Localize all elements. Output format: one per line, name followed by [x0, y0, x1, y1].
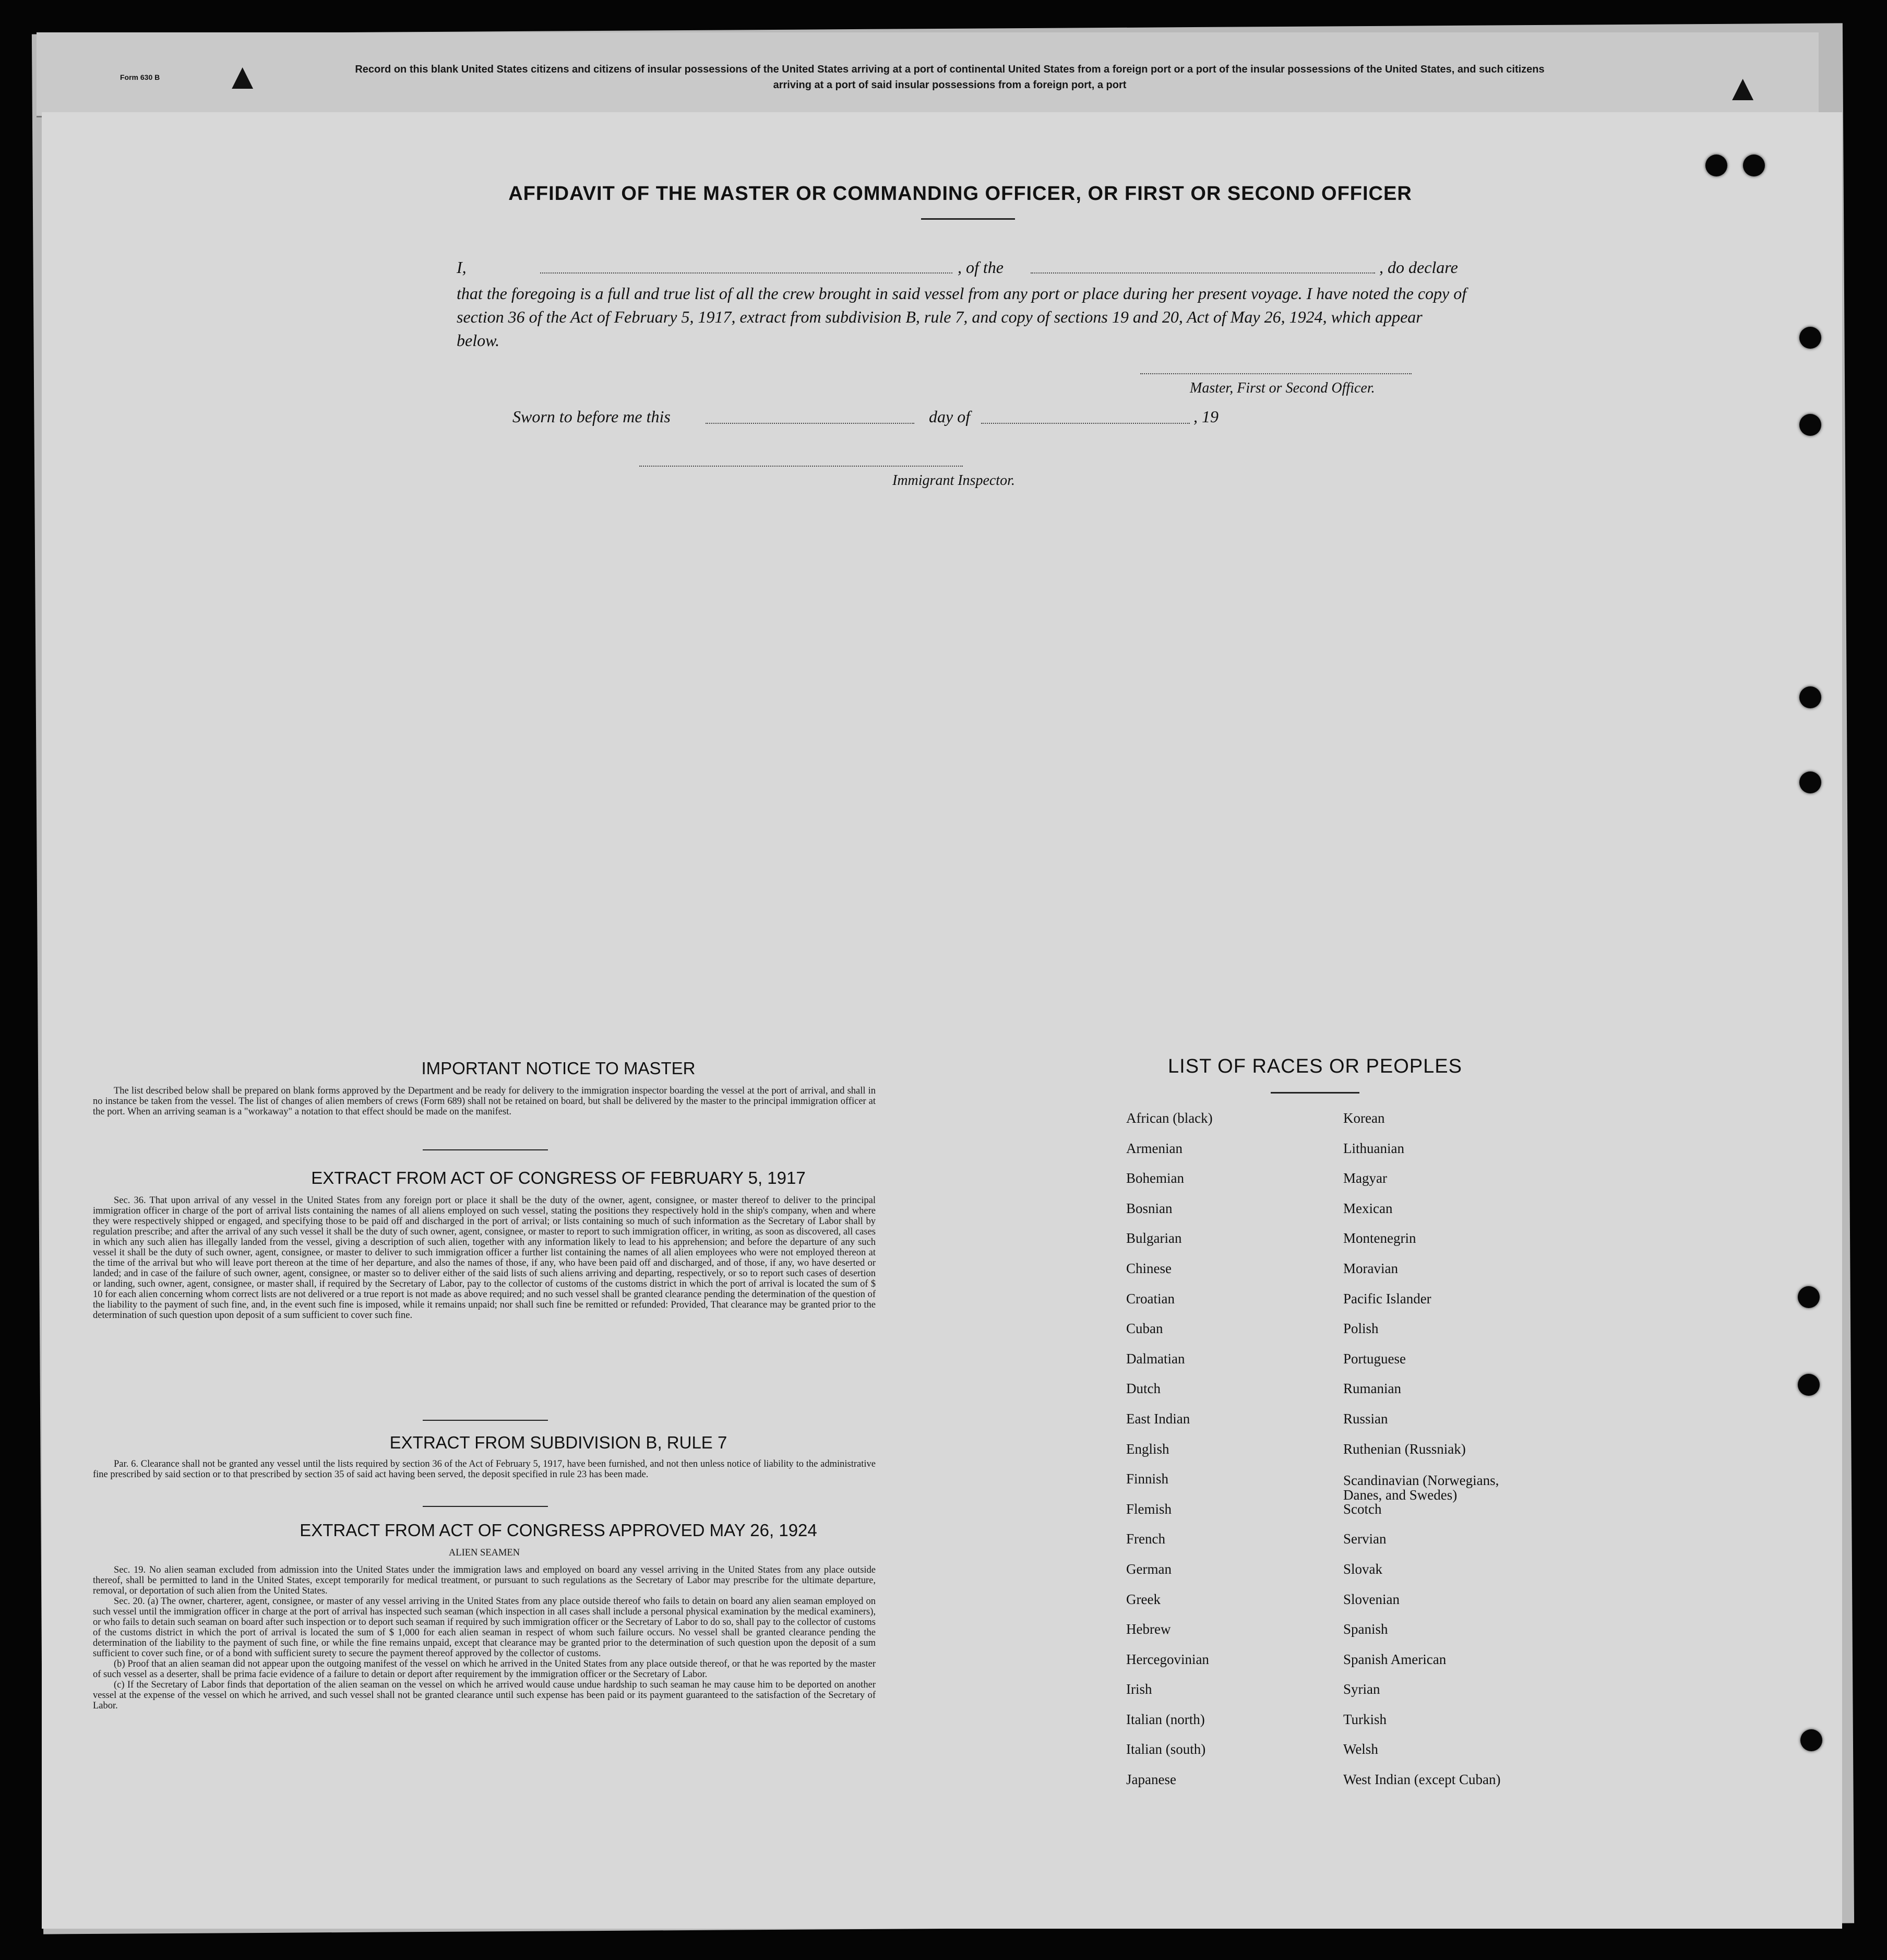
- race-item: Hebrew: [1126, 1621, 1171, 1637]
- punch-hole-icon: [1800, 1729, 1822, 1751]
- races-left-column: [1126, 1110, 1213, 1802]
- race-item: Slovenian: [1343, 1591, 1400, 1607]
- race-item: Croatian: [1126, 1290, 1175, 1306]
- punch-hole-icon: [1799, 771, 1821, 793]
- race-item: Chinese: [1126, 1260, 1172, 1276]
- race-item: Scotch: [1343, 1501, 1382, 1517]
- race-item: French: [1126, 1531, 1165, 1547]
- race-item: Finnish: [1126, 1471, 1169, 1487]
- race-item: Russian: [1343, 1410, 1388, 1427]
- race-item: Dutch: [1126, 1381, 1161, 1397]
- race-item: Slovak: [1343, 1561, 1383, 1577]
- race-item: Syrian: [1343, 1681, 1380, 1697]
- punch-hole-icon: [1798, 1374, 1820, 1396]
- affidavit-body: that the foregoing is a full and true list of all the crew brought in said vessel from any port or place during her present voyage. I have noted the copy of section 36 of the Act of February 5, 1917, extract from subdivision B, rule 7, and copy of sections 19 and 20, Act of May 26, 1924, which appear below.: [457, 284, 1467, 350]
- affidavit-title: AFFIDAVIT OF THE MASTER OR COMMANDING OFFICER, OR FIRST OR SECOND OFFICER: [508, 183, 1412, 205]
- punch-hole-icon: [1799, 414, 1821, 436]
- corner-mark-right: ▲: [1725, 68, 1761, 109]
- race-item: Cuban: [1126, 1321, 1163, 1337]
- rule7-title: EXTRACT FROM SUBDIVISION B, RULE 7: [389, 1433, 727, 1452]
- race-item: Portuguese: [1343, 1350, 1406, 1367]
- officer-signature-blank[interactable]: [1140, 373, 1412, 374]
- race-item: Greek: [1126, 1591, 1161, 1607]
- sworn-day-blank[interactable]: [706, 423, 914, 424]
- race-item: Polish: [1343, 1321, 1379, 1337]
- race-item: African (black): [1126, 1110, 1213, 1126]
- race-item: Moravian: [1343, 1260, 1398, 1276]
- races-title: LIST OF RACES OR PEOPLES: [1168, 1055, 1462, 1077]
- divider: [921, 218, 1015, 220]
- race-item: Welsh: [1343, 1741, 1378, 1757]
- race-item: Italian (south): [1126, 1741, 1206, 1757]
- notice-title: IMPORTANT NOTICE TO MASTER: [421, 1059, 696, 1078]
- race-item: Irish: [1126, 1681, 1152, 1697]
- race-item: Flemish: [1126, 1501, 1172, 1517]
- alien-seamen-subtitle: ALIEN SEAMEN: [448, 1548, 520, 1558]
- inspector-signature-blank[interactable]: [639, 466, 963, 467]
- race-item: Bulgarian: [1126, 1230, 1182, 1246]
- sworn-label: Sworn to before me this: [512, 407, 671, 426]
- divider: [1271, 1092, 1359, 1094]
- race-item: Scandinavian (Norwegians, Danes, and Swedes): [1343, 1472, 1499, 1503]
- notice-text: The list described below shall be prepared on blank forms approved by the Department and be ready for delivery to the immigration inspector boarding the vessel at the port of arrival, and shall in no instance be taken from the vessel. The list of changes of alien members of crews (Form 689) shall not be retained on board, but shall be delivered by the master to the principal immigration officer at the port. When an arriving seaman is a "workaway" a notation to that effect should be made on the manifest.: [93, 1086, 876, 1117]
- race-item: Mexican: [1343, 1200, 1393, 1216]
- race-item: Armenian: [1126, 1140, 1183, 1156]
- race-item: Italian (north): [1126, 1711, 1205, 1727]
- race-item: Montenegrin: [1343, 1230, 1416, 1246]
- year-label: , 19: [1193, 407, 1219, 426]
- punch-hole-icon: [1798, 1286, 1820, 1308]
- race-item: West Indian (except Cuban): [1343, 1772, 1501, 1788]
- punch-hole-icon: [1705, 155, 1727, 176]
- races-right-column: [1343, 1110, 1531, 1802]
- extract-1924-title: EXTRACT FROM ACT OF CONGRESS APPROVED MAY 26, 1924: [300, 1521, 817, 1540]
- divider: [423, 1420, 548, 1421]
- race-item: Korean: [1343, 1110, 1385, 1126]
- race-item: German: [1126, 1561, 1172, 1577]
- race-item: Spanish: [1343, 1621, 1388, 1637]
- race-item: Ruthenian (Russniak): [1343, 1441, 1466, 1457]
- race-item: Pacific Islander: [1343, 1290, 1431, 1306]
- race-item: Dalmatian: [1126, 1350, 1185, 1367]
- extract-1924-text: Sec. 19. No alien seaman excluded from admission into the United States under the immigration laws and employed on board any vessel arriving in the United States from any place outside thereof, shall be permitted to land in the United States, except temporarily for medical treatment, or pursuant to such regulations as the Secretary of Labor may prescribe for the ultimate departure, removal, or deportation of such alien from the United States. Sec. 20. (a) The owner, charterer, agent, consignee, or master of any vessel arriving in the United States from any place outside thereof who fails to detain on board any alien seaman employed on such vessel until the immigration officer in charge at the port of arrival has inspected such seaman (which inspection in all cases shall include a personal physical examination by the medical examiners), or who fails to detain such seaman on board after such inspection or to deport such seaman if required by such immigration officer or the Secretary of Labor to do so, shall pay to the collector of customs of the customs district in which the port of arrival is located the sum of $ 1,000 for each alien seaman in respect of whom such failure occurs. No vessel shall be granted clearance pending the determination of the liability to the payment of such fine, or while the fine remains unpaid, except that clearance may be granted prior to the determination of such question upon the deposit of a sum sufficient to cover such fine, or of a bond with sufficient surety to secure the payment thereof approved by the collector of customs. (b) Proof that an alien seaman did not appear upon the outgoing manifest of the vessel on which he arrived in the United States from any place outside thereof, or that he was reported by the master of such vessel as a deserter, shall be prima facie evidence of a failure to detain or deport after requirement by the immigration officer or the Secretary of Labor. (c) If the Secretary of Labor finds that deportation of the alien seaman on the vessel on which he arrived would cause undue hardship to such seaman he may cause him to be deported on another vessel at the expense of the vessel on which he arrived, and such vessel shall not be granted clearance until such expense has been paid or its payment guaranteed to the satisfaction of the Secretary of Labor.: [93, 1565, 876, 1711]
- punch-hole-icon: [1743, 155, 1765, 176]
- header-notice: Record on this blank United States citizens and citizens of insular possessions of the United States arriving at a port of continental United States from a foreign port or a port of the insular possessions of the United States, and such citizens arriving at a port of said insular possessions from a foreign port, a port: [355, 64, 1545, 91]
- officer-signature-label: Master, First or Second Officer.: [1190, 380, 1375, 396]
- race-item: Hercegovinian: [1126, 1651, 1209, 1667]
- affidavit-declare-label: , do declare: [1379, 258, 1458, 277]
- vessel-blank[interactable]: [1031, 272, 1375, 274]
- race-item: Bosnian: [1126, 1200, 1173, 1216]
- inspector-label: Immigrant Inspector.: [892, 472, 1015, 489]
- corner-mark-left: ▲: [224, 57, 261, 97]
- punch-hole-icon: [1799, 686, 1821, 708]
- name-blank[interactable]: [540, 272, 952, 274]
- race-item: Lithuanian: [1343, 1140, 1404, 1156]
- race-item: East Indian: [1126, 1410, 1190, 1427]
- race-item: Japanese: [1126, 1772, 1176, 1788]
- extract-1917-title: EXTRACT FROM ACT OF CONGRESS OF FEBRUARY 5, 1917: [311, 1168, 806, 1187]
- race-item: Servian: [1343, 1531, 1387, 1547]
- divider: [423, 1506, 548, 1507]
- sworn-month-blank[interactable]: [981, 423, 1190, 424]
- divider: [423, 1149, 548, 1150]
- race-item: English: [1126, 1441, 1169, 1457]
- affidavit-i-label: I,: [457, 258, 467, 277]
- race-item: Rumanian: [1343, 1381, 1401, 1397]
- race-item: Bohemian: [1126, 1170, 1184, 1186]
- day-of-label: day of: [929, 407, 971, 426]
- punch-hole-icon: [1799, 327, 1821, 349]
- affidavit-of-the-label: , of the: [958, 258, 1004, 277]
- race-item: Magyar: [1343, 1170, 1387, 1186]
- form-number: Form 630 B: [120, 73, 160, 81]
- extract-1917-text: Sec. 36. That upon arrival of any vessel in the United States from any foreign port or place it shall be the duty of the owner, agent, consignee, or master thereof to deliver to the principal immigration officer in charge of the port of arrival lists containing the names of all aliens employed on such vessel, stating the positions they respectively hold in the ship's company, when and where they were respectively shipped or engaged, and specifying those to be paid off and discharged in the port of arrival; or lists containing so much of such information as the Secretary of Labor shall by regulation prescribe; and after the arrival of any such vessel it shall be the duty of such owner, agent, consignee, or master to report to such immigration officer, in writing, as soon as discovered, all cases in which any such alien has illegally landed from the vessel, giving a description of such alien, together with any information likely to lead to his apprehension; and before the departure of any such vessel it shall be the duty of such owner, agent, consignee, or master to deliver to such immigration officer a further list containing the names of all alien employees who were not employed thereon at the time of the arrival but who will leave port thereon at the time of her departure, and also the names of those, if any, who have been paid off and discharged, and of those, if any, wo have deserted or landed; and in case of the failure of such owner, agent, consignee, or master so to deliver either of the said lists of such aliens arriving and departing, respectively, or so to report such cases of desertion or landing, such owner, agent, consignee, or master shall, if required by the Secretary of Labor, pay to the collector of customs of the customs district in which the port of arrival is located the sum of $ 10 for each alien concerning whom correct lists are not delivered or a true report is not made as above required; and no such vessel shall be granted clearance pending the determination of the question of the liability to the payment of such fine, and, in the event such fine is imposed, while it remains unpaid; nor shall such fine be remitted or refunded: Provided, That clearance may be granted prior to the determination of such question upon deposit of a sum sufficient to cover such fine.: [93, 1195, 876, 1321]
- race-item: Turkish: [1343, 1711, 1387, 1727]
- rule7-text: Par. 6. Clearance shall not be granted any vessel until the lists required by section 36 of the Act of February 5, 1917, have been furnished, and not then unless notice of liability to the administrative fine prescribed by said section or to that prescribed by section 35 of said act having been served, the deposit specified in rule 23 has been made.: [93, 1459, 876, 1480]
- race-item: Spanish American: [1343, 1651, 1447, 1667]
